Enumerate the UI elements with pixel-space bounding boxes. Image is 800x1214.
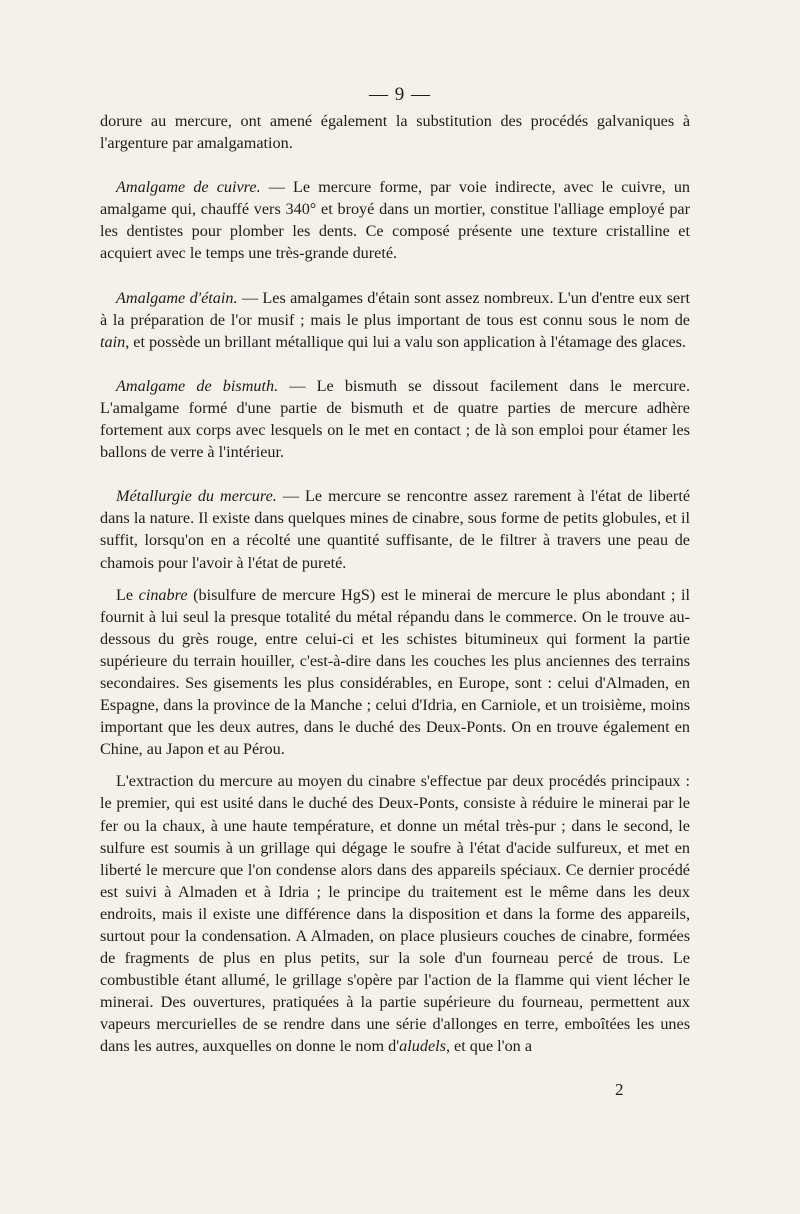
paragraph-argenture xyxy=(100,110,690,154)
paragraph-text: L'extraction du mercure au moyen du cinabre s'effectue par deux procédés principaux : le premier, qui est usité dans le duché des Deux-Ponts, consiste à réduire le minerai par le fer ou la chaux, à une haute température, et donne un métal très-pur ; dans le second, le sulfure est soumis à un grillage qui dégage le soufre à l'état d'acide sulfureux, et met en liberté le mercure que l'on condense alors dans des appareils spéciaux. Ce dernier procédé est suivi à Almaden et à Idria ; le principe du traitement est le même dans les deux endroits, mais il existe une différence dans la disposition et dans la forme des appareils, surtout pour la condensation. A Almaden, on place plusieurs couches de cinabre, formées de fragments de plus en plus petits, sur la sole d'un fourneau percé de trous. Le combustible étant allumé, le grillage s'opère par l'action de la flamme qui vient lécher le minerai. Des ouvertures, pratiquées à la partie supérieure du fourneau, permettent aux vapeurs mercurielles de se rendre dans une série d'allonges en terre, emboîtées les unes dans les autres, auxquelles on donne le nom d' xyxy=(100,772,690,1056)
paragraph-text: Le xyxy=(116,585,139,604)
paragraph-text: — Le mercure se rencontre assez rarement à l'état de liberté dans la nature. Il existe dans quelques mines de cinabre, sous forme de petits globules, et il suffit, lorsqu'on en a récolté une quantité suffisante, de le filtrer à travers une peau de chamois pour l'avoir à l'état de pureté. xyxy=(100,487,691,572)
paragraph-amalgame-bismuth xyxy=(100,375,690,463)
italic-term: aludels xyxy=(399,1037,446,1056)
section-title: Amalgame d'étain. xyxy=(116,288,238,307)
paragraph-text: — Le bismuth se dissout facilement dans le mercure. L'amalgame formé d'une partie de bismuth et de quatre parties de mercure adhère fortement aux corps avec lesquels on le met en contact ; de là son emploi pour étamer les ballons de verre à l'intérieur. xyxy=(100,376,690,462)
paragraph-text: — Le mercure forme, par voie indirecte, avec le cuivre, un amalgame qui, chauffé vers 340° et broyé dans un mortier, constitue l'alliage employé par les dentistes pour plomber les dents. Ce composé présente une texture cristalline et acquiert avec le temps une très-grande dureté. xyxy=(100,178,691,263)
paragraph-cinabre xyxy=(100,584,690,761)
paragraph-amalgame-etain xyxy=(100,287,690,353)
signature-mark: 2 xyxy=(615,1080,624,1099)
paragraph-text: (bisulfure de mercure HgS) est le minerai de mercure le plus abondant ; il fournit à lui seul la presque totalité du métal répandu dans le commerce. On le trouve au-dessous du grès rouge, entre celui-ci et les schistes bitumineux qui forment la partie supérieure du terrain houiller, c'est-à-dire dans les couches les plus anciennes des terrains secondaires. Ses gisements les plus considérables, en Europe, sont : celui d'Almaden, en Espagne, dans la province de la Manche ; celui d'Idria, en Carniole, et un troisième, moins important que les deux autres, dans le duché des Deux-Ponts. On en trouve également en Chine, au Japon et au Pérou. xyxy=(100,585,690,759)
italic-term: cinabre xyxy=(138,585,188,604)
italic-term: tain xyxy=(100,332,126,351)
paragraph-extraction xyxy=(100,770,690,1057)
page-number: — 9 — xyxy=(369,84,431,105)
section-title: Métallurgie du mercure. xyxy=(116,487,277,506)
paragraph-amalgame-cuivre xyxy=(100,176,690,264)
body-text xyxy=(100,110,690,1058)
paragraph-text: , et possède un brillant métallique qui lui a valu son application à l'étamage des glaces. xyxy=(125,332,686,351)
paragraph-text: , et que l'on a xyxy=(445,1037,533,1056)
section-title: Amalgame de cuivre. xyxy=(116,178,261,197)
section-title: Amalgame de bismuth. xyxy=(116,376,279,395)
paragraph-metallurgie xyxy=(100,485,690,573)
paragraph-text: — Les amalgames d'étain sont assez nombreux. L'un d'entre eux sert à la préparation de l'or musif ; mais le plus important de tous est connu sous le nom de xyxy=(100,288,691,329)
paragraph-text: dorure au mercure, ont amené également la substitution des procédés galvaniques à l'argenture par amalgamation. xyxy=(100,112,690,153)
